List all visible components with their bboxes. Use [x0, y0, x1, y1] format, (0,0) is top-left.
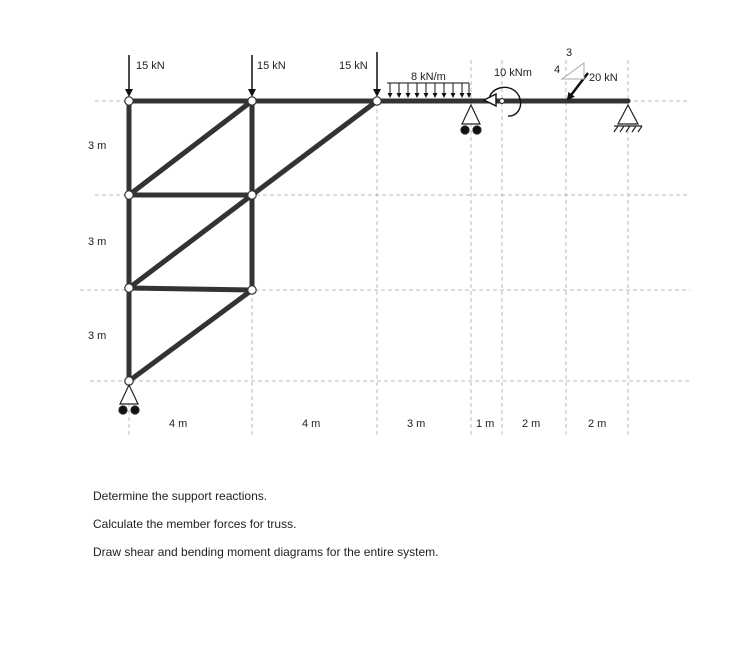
dim-span-4: 1 m — [476, 418, 495, 430]
udl-label: 8 kN/m — [411, 71, 446, 83]
dim-row-1: 3 m — [88, 140, 107, 152]
point-load-arrows — [129, 52, 377, 95]
load-label-2: 15 kN — [257, 60, 286, 72]
dim-span-3: 3 m — [407, 418, 426, 430]
pin-support-base — [119, 385, 139, 414]
moment-label: 10 kNm — [494, 67, 532, 79]
pin-support-right — [614, 105, 642, 132]
task-3: Draw shear and bending moment diagrams for the entire system. — [93, 545, 439, 559]
grid-lines — [80, 60, 690, 438]
dim-span-2: 4 m — [302, 418, 321, 430]
truss-members — [129, 101, 377, 381]
dim-span-6: 2 m — [588, 418, 607, 430]
slope-run-label: 4 — [554, 64, 561, 76]
slope-rise-label: 3 — [566, 47, 573, 59]
roller-support-beam — [461, 105, 481, 134]
load-label-3: 15 kN — [339, 60, 368, 72]
task-1: Determine the support reactions. — [93, 489, 268, 503]
dim-row-3: 3 m — [88, 330, 107, 342]
dim-span-1: 4 m — [169, 418, 188, 430]
load-label-1: 15 kN — [136, 60, 165, 72]
task-2: Calculate the member forces for truss. — [93, 517, 297, 531]
dim-span-5: 2 m — [522, 418, 541, 430]
distributed-load — [387, 83, 469, 97]
inclined-load-label: 20 kN — [589, 72, 618, 84]
dim-row-2: 3 m — [88, 236, 107, 248]
